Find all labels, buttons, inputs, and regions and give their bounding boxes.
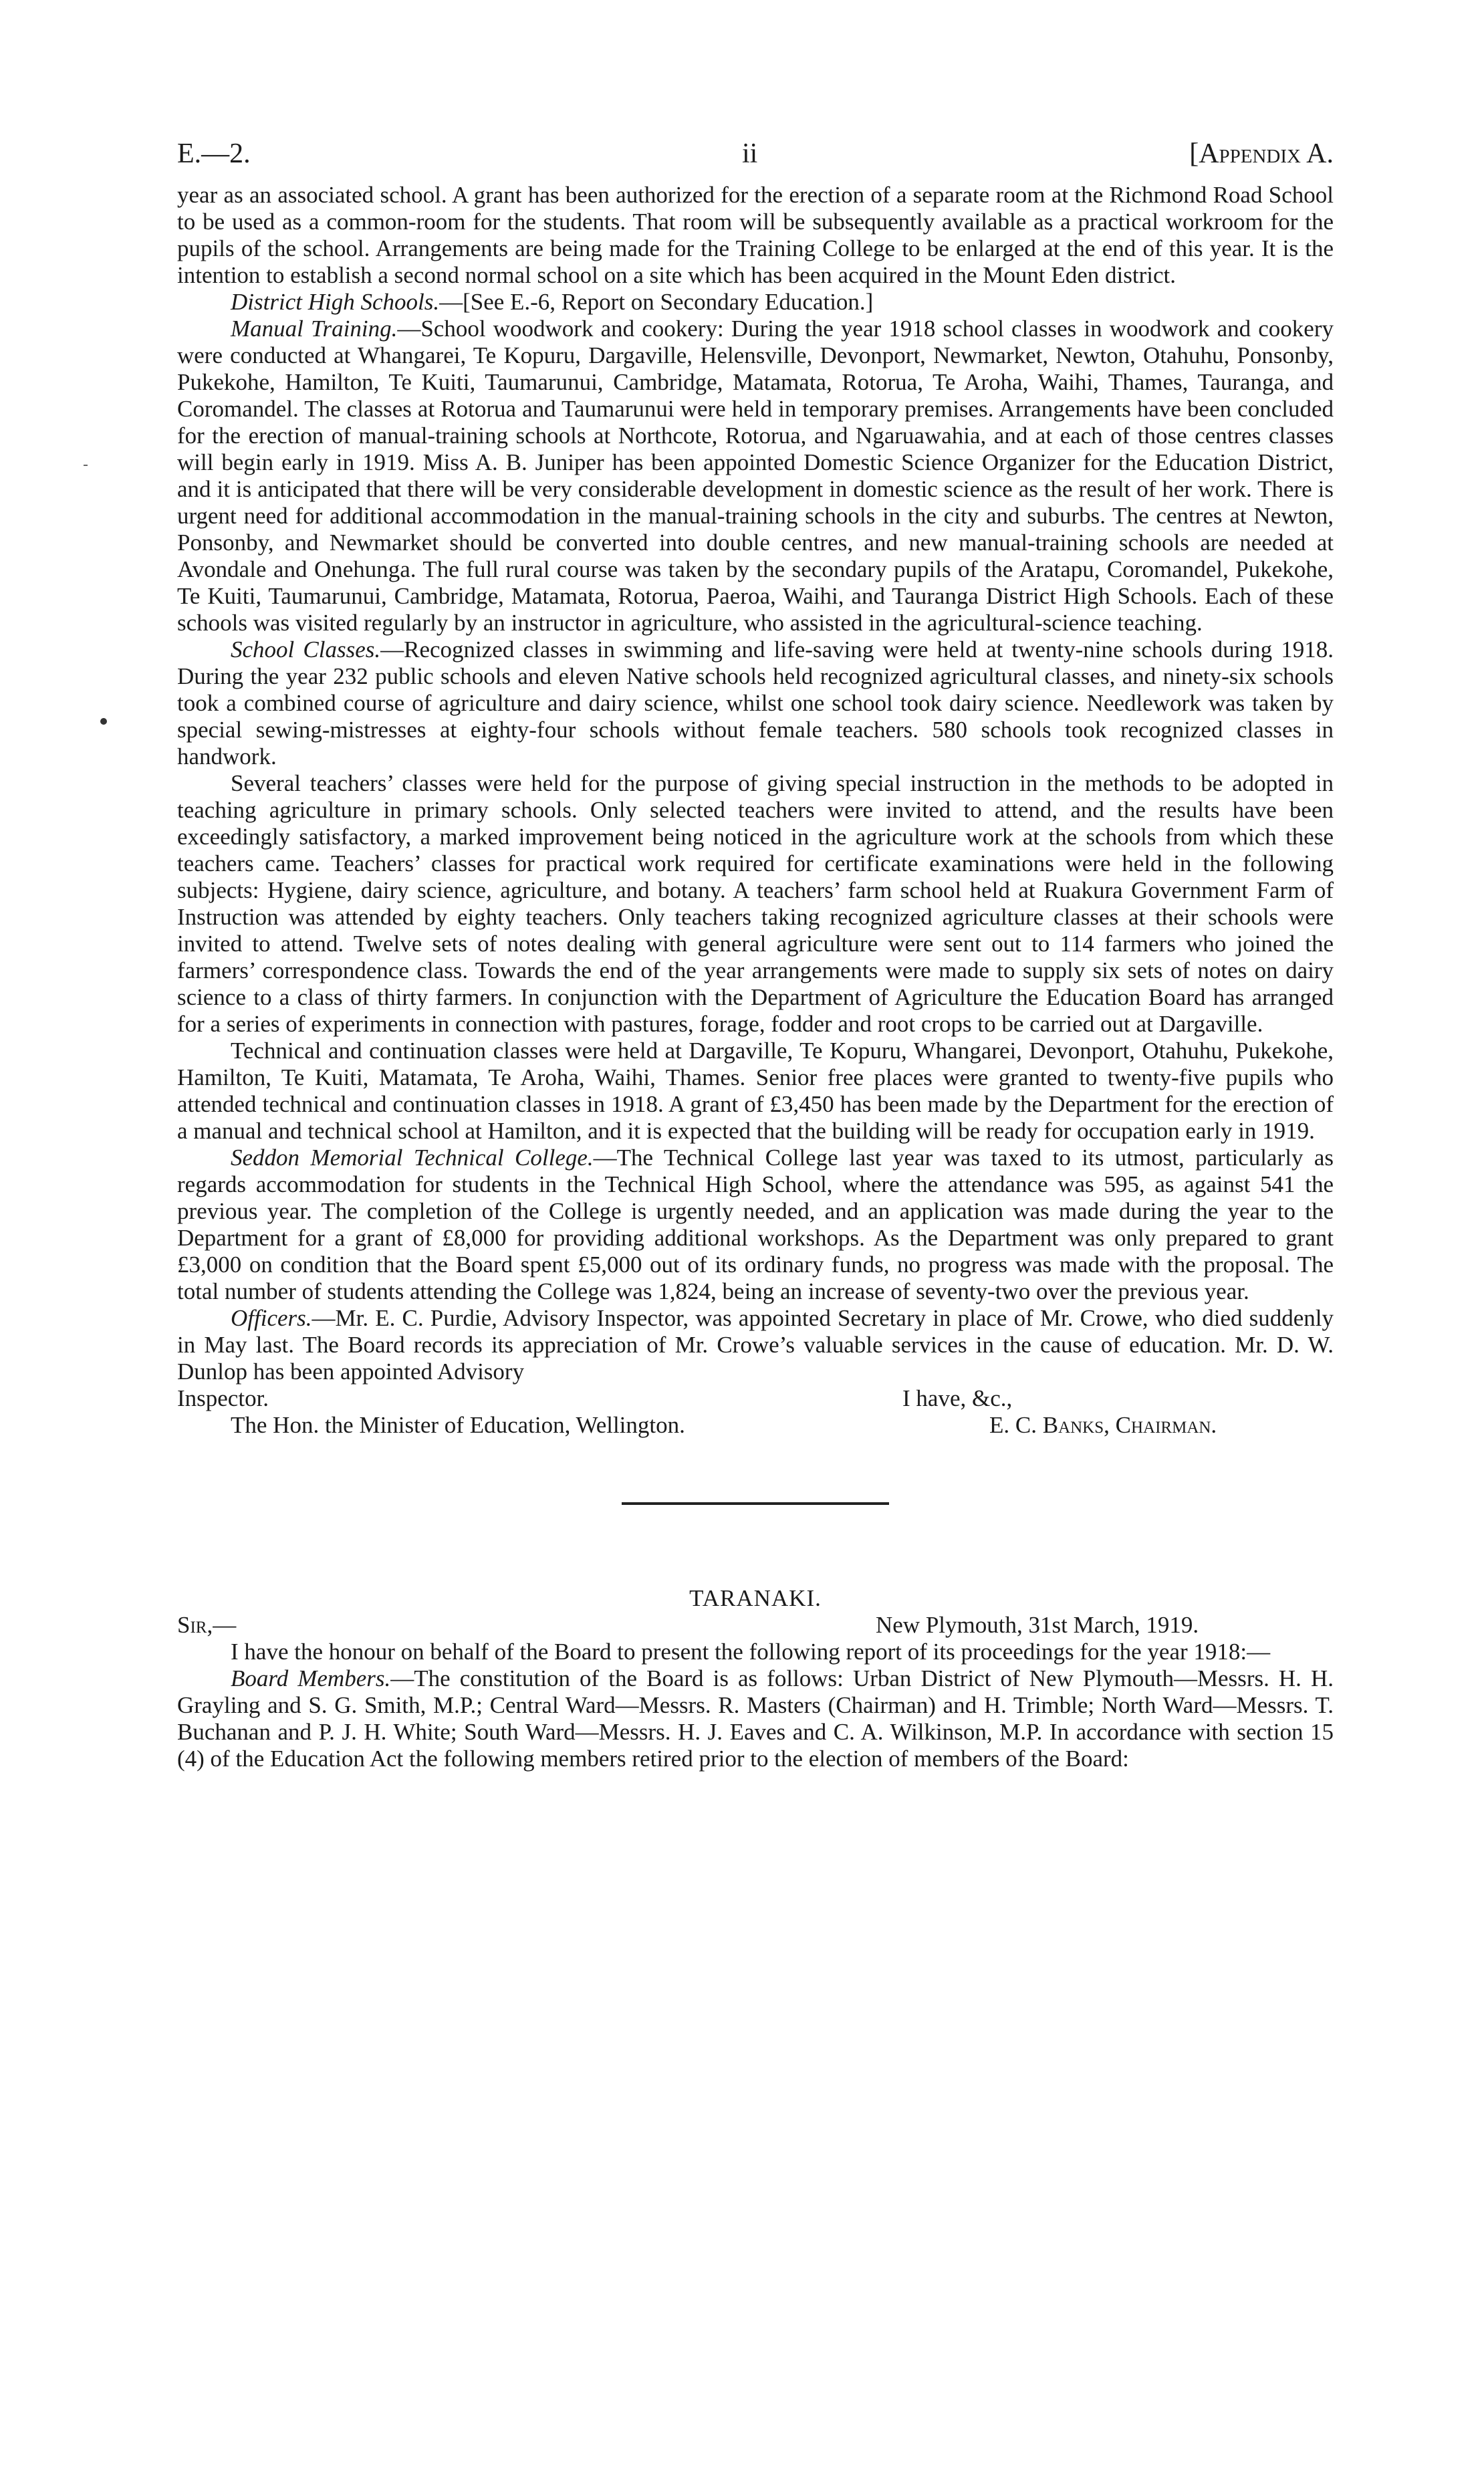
signature-row	[177, 1412, 1334, 1439]
section-head: Board Members.	[231, 1665, 391, 1691]
section-head: District High Schools.	[231, 289, 440, 315]
section-head: School Classes.	[231, 636, 381, 663]
section-divider	[622, 1502, 889, 1505]
place-date: New Plymouth, 31st March, 1919.	[876, 1612, 1199, 1638]
margin-mark	[84, 465, 88, 466]
paragraph-school-classes: School Classes.—Recognized classes in swimming and life-saving were held at twenty-nine schools during 1918. During the year 232 public schools and eleven Native schools held recognized agricultural classes, and ninety-six schools took a combined course of agriculture and dairy science, whilst one school took dairy science. Needlework was taken by special sewing-mistresses at eighty-four schools without female teachers. 580 schools took recognized classes in handwork.	[177, 636, 1334, 769]
page-number: ii	[742, 138, 758, 169]
appendix-label: [Appendix A.	[1189, 138, 1334, 169]
document-page	[177, 134, 1334, 1772]
paragraph-intro-continued: year as an associated school. A grant has been authorized for the erection of a separate room at the Richmond Road School to be used as a common-room for the students. That room will be subsequently available as a practical workroom for the pupils of the school. Arrangements are being made for the Training College to be enlarged at the end of this year. It is the intention to establish a second normal school on a site which has been acquired in the Mount Eden district.	[177, 182, 1334, 288]
running-head	[177, 134, 1334, 174]
closing-i-have: I have, &c.,	[902, 1385, 1013, 1411]
section-title-taranaki: TARANAKI.	[689, 1585, 822, 1611]
section-head: Officers.	[231, 1305, 312, 1331]
salutation: Sir,—	[177, 1612, 237, 1638]
closing-inspector: Inspector.	[177, 1385, 269, 1411]
section-head: Manual Training.	[231, 316, 398, 342]
paragraph-district-high-schools: District High Schools.—[See E.-6, Report on Secondary Education.]	[231, 289, 874, 315]
paragraph-taranaki-intro: I have the honour on behalf of the Board to present the following report of its proceedings for the year 1918:—	[231, 1639, 1271, 1665]
paragraph-teachers-classes: Several teachers’ classes were held for the purpose of giving special instruction in the methods to be adopted in teaching agriculture in primary schools. Only selected teachers were invited to attend, and the results have been exceedingly satisfactory, a marked improvement being noticed in the agriculture work at the schools from which these teachers came. Teachers’ classes for practical work required for certificate examinations were held in the following subjects: Hygiene, dairy science, agriculture, and botany. A teachers’ farm school held at Ruakura Government Farm of Instruction was attended by eighty teachers. Only teachers taking recognized agriculture classes at their schools were invited to attend. Twelve sets of notes dealing with general agriculture were sent out to 114 farmers who joined the farmers’ correspondence class. Towards the end of the year arrangements were made to supply six sets of notes on dairy science to a class of thirty farmers. In conjunction with the Department of Agriculture the Education Board has arranged for a series of experiments in connection with pastures, forage, fodder and root crops to be carried out at Dargaville.	[177, 770, 1334, 1037]
report-code: E.—2.	[177, 138, 251, 169]
paragraph-manual-training: Manual Training.—School woodwork and cookery: During the year 1918 school classes in woodwork and cookery were conducted at Whangarei, Te Kopuru, Dargaville, Helensville, Devonport, Newmarket, Newton, Otahuhu, Ponsonby, Pukekohe, Hamilton, Te Kuiti, Taumarunui, Cambridge, Matamata, Rotorua, Te Aroha, Waihi, Thames, Tauranga, and Coromandel. The classes at Rotorua and Taumarunui were held in temporary premises. Arrangements have been concluded for the erection of manual-training schools at Northcote, Rotorua, and Ngaruawahia, and at each of those centres classes will begin early in 1919. Miss A. B. Juniper has been appointed Domestic Science Organizer for the Education District, and it is anticipated that there will be very considerable development in domestic science as the result of her work. There is urgent need for additional accommodation in the manual-training schools in the city and suburbs. The centres at Newton, Ponsonby, and Newmarket should be converted into double centres, and new manual-training schools are needed at Avondale and Onehunga. The full rural course was taken by the secondary pupils of the Aratapu, Coromandel, Pukekohe, Te Kuiti, Taumarunui, Cambridge, Matamata, Rotorua, Paeroa, Waihi, and Tauranga District High Schools. Each of these schools was visited regularly by an instructor in agriculture, who assisted in the agricultural-science teaching.	[177, 316, 1334, 636]
section-head: Seddon Memorial Technical College.	[231, 1145, 594, 1171]
signatory: E. C. Banks, Chairman.	[989, 1412, 1217, 1438]
salutation-row	[177, 1612, 1334, 1639]
paragraph-seddon-college: Seddon Memorial Technical College.—The Technical College last year was taxed to its utmost, particularly as regards accommodation for students in the Technical High School, where the attendance was 595, as against 541 the previous year. The completion of the College is urgently needed, and an application was made during the year to the Department for a grant of £8,000 for providing additional workshops. As the Department was only prepared to grant £3,000 on condition that the Board spent £5,000 out of its ordinary funds, no progress was made with the proposal. The total number of students attending the College was 1,824, being an increase of seventy-two over the previous year.	[177, 1145, 1334, 1304]
addressee: The Hon. the Minister of Education, Wellington.	[231, 1412, 685, 1438]
paragraph-technical-classes: Technical and continuation classes were held at Dargaville, Te Kopuru, Whangarei, Devonport, Otahuhu, Pukekohe, Hamilton, Te Kuiti, Matamata, Te Aroha, Waihi, Thames. Senior free places were granted to twenty-five pupils who attended technical and continuation classes in 1918. A grant of £3,450 has been made by the Department for the erection of a manual and technical school at Hamilton, and it is expected that the building will be ready for occupation early in 1919.	[177, 1038, 1334, 1144]
report-body	[177, 182, 1334, 1439]
closing-row	[177, 1385, 1334, 1412]
margin-dot	[100, 718, 107, 725]
taranaki-body	[177, 1639, 1334, 1772]
paragraph-officers: Officers.—Mr. E. C. Purdie, Advisory Inspector, was appointed Secretary in place of Mr. Crowe, who died suddenly in May last. The Board records its appreciation of Mr. Crowe’s valuable services in the cause of education. Mr. D. W. Dunlop has been appointed Advisory	[177, 1305, 1334, 1385]
paragraph-board-members: Board Members.—The constitution of the Board is as follows: Urban District of New Plymouth—Messrs. H. H. Grayling and S. G. Smith, M.P.; Central Ward—Messrs. R. Masters (Chairman) and H. Trimble; North Ward—Messrs. T. Buchanan and P. J. H. White; South Ward—Messrs. H. J. Eaves and C. A. Wilkinson, M.P. In accordance with section 15 (4) of the Education Act the following members retired prior to the election of members of the Board:	[177, 1665, 1334, 1772]
